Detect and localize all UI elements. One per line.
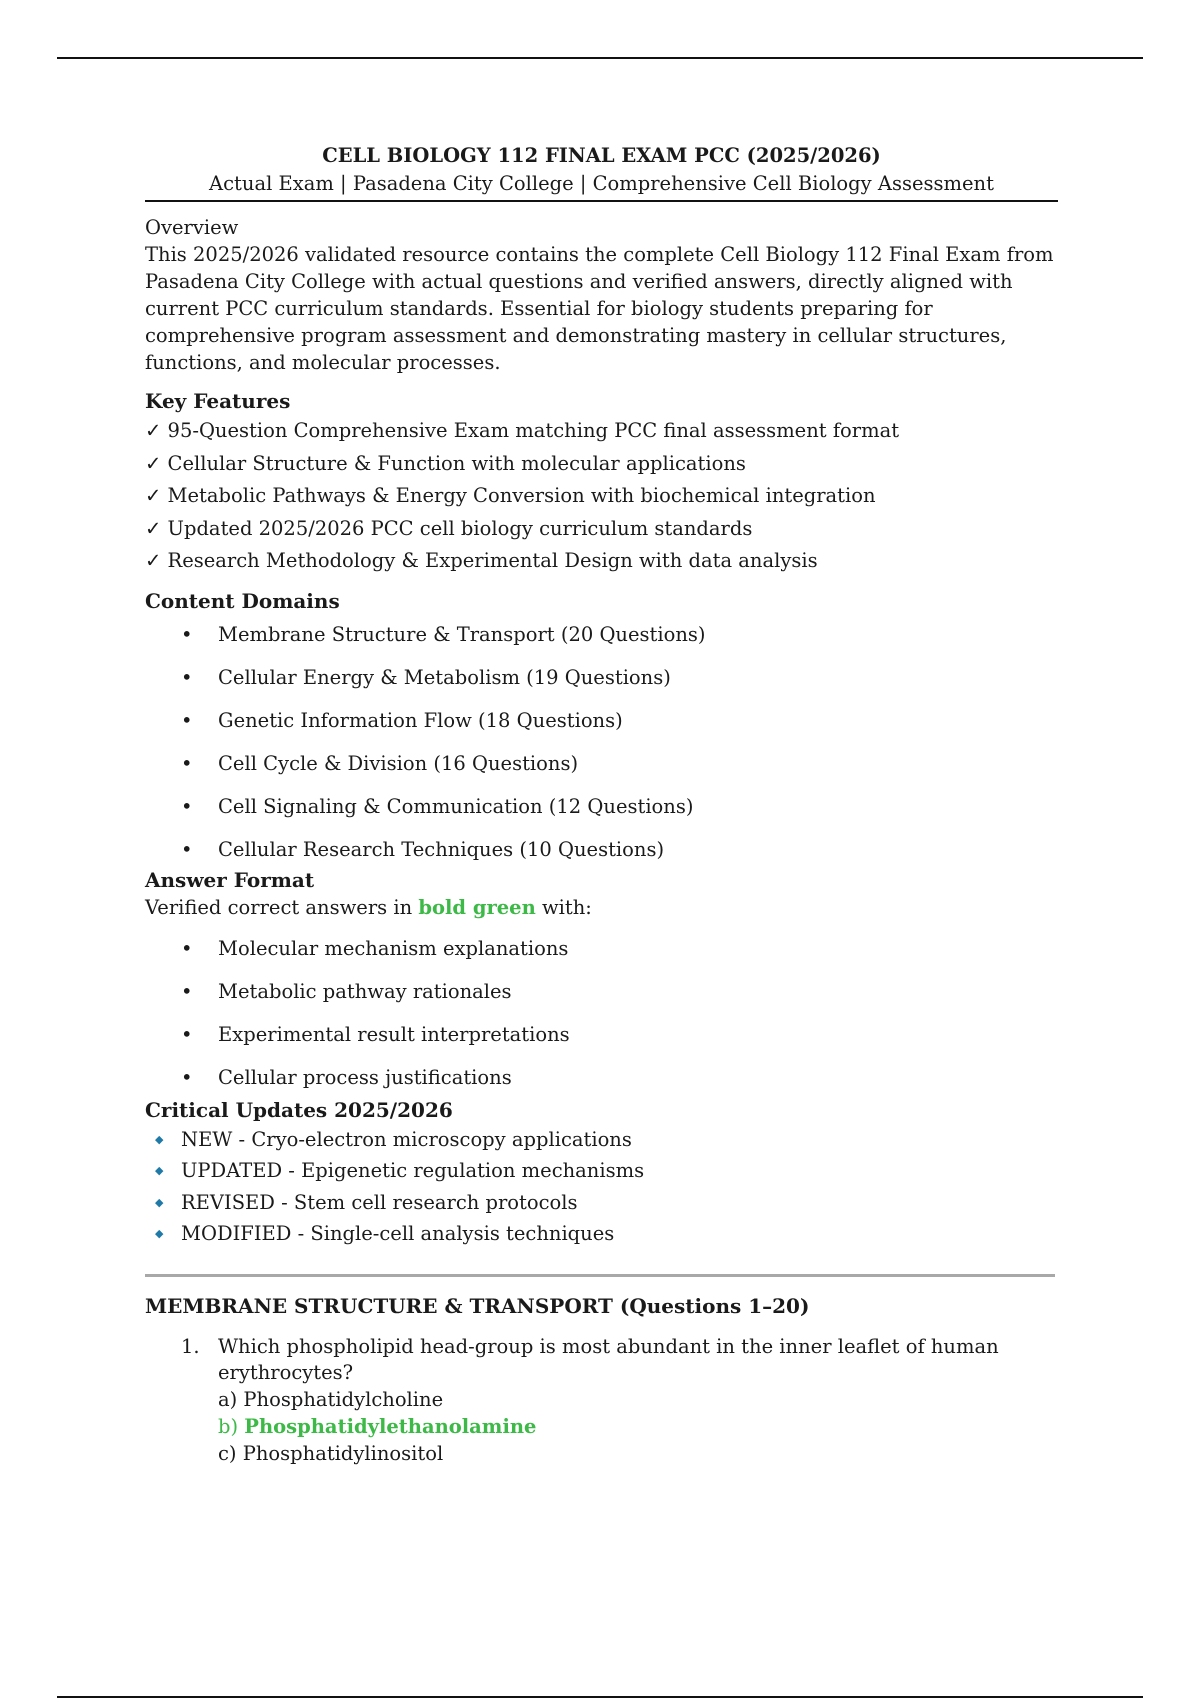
option-b-correct <box>218 1413 1058 1440</box>
content-domain-item: • Cell Cycle & Division (16 Questions) <box>145 750 1058 777</box>
document-page <box>145 142 1058 1467</box>
key-features-heading: Key Features <box>145 389 291 413</box>
answer-format-item: • Experimental result interpretations <box>145 1021 1058 1048</box>
answer-format-intro-suffix: with: <box>535 895 592 919</box>
option-a: a) Phosphatidylcholine <box>218 1387 444 1411</box>
document-subtitle: Actual Exam | Pasadena City College | Comprehensive Cell Biology Assessment <box>209 172 994 195</box>
answer-format-intro-text: Verified correct answers in <box>145 895 419 919</box>
content-domain-item: • Membrane Structure & Transport (20 Questions) <box>145 621 1058 648</box>
content-domain-item: • Cell Signaling & Communication (12 Questions) <box>145 793 1058 820</box>
content-domain-item: • Genetic Information Flow (18 Questions) <box>145 707 1058 734</box>
option-b-letter: b) <box>218 1414 245 1438</box>
answer-format-intro <box>145 894 1058 921</box>
bold-green-highlight: bold green <box>418 895 536 919</box>
key-feature-item: ✓ 95-Question Comprehensive Exam matching PCC final assessment format <box>145 419 900 442</box>
top-rule <box>57 57 1143 59</box>
critical-updates-list <box>145 1124 1058 1250</box>
key-feature-item: ✓ Research Methodology & Experimental Design with data analysis <box>145 549 818 572</box>
option-b-answer: Phosphatidylethanolamine <box>244 1414 537 1438</box>
key-feature-item: ✓ Metabolic Pathways & Energy Conversion with biochemical integration <box>145 484 876 507</box>
section-title: MEMBRANE STRUCTURE & TRANSPORT (Questions 1–20) <box>145 1293 810 1318</box>
question-text: Which phospholipid head-group is most abundant in the inner leaflet of human erythrocytes? <box>218 1334 999 1384</box>
content-domains-list <box>145 621 1058 863</box>
option-c: c) Phosphatidylinositol <box>218 1441 444 1465</box>
answer-format-list <box>145 935 1058 1091</box>
question-item <box>145 1334 1058 1467</box>
content-domain-item: • Cellular Energy & Metabolism (19 Questions) <box>145 664 1058 691</box>
critical-update-item: ◆ MODIFIED - Single-cell analysis techniques <box>145 1218 1058 1250</box>
key-feature-item: ✓ Cellular Structure & Function with molecular applications <box>145 451 746 475</box>
answer-format-item: • Molecular mechanism explanations <box>145 935 1058 962</box>
section-divider <box>145 1274 1055 1277</box>
header-divider <box>145 200 1058 202</box>
bottom-rule <box>57 1696 1143 1698</box>
answer-format-item: • Metabolic pathway rationales <box>145 978 1058 1005</box>
overview-label: Overview <box>145 216 239 239</box>
critical-updates-heading: Critical Updates 2025/2026 <box>145 1097 453 1122</box>
answer-format-item: • Cellular process justifications <box>145 1064 1058 1091</box>
content-domain-item: • Cellular Research Techniques (10 Questions) <box>145 836 1058 863</box>
critical-update-item: ◆ UPDATED - Epigenetic regulation mechanisms <box>145 1155 1058 1187</box>
content-domains-heading: Content Domains <box>145 588 340 613</box>
critical-update-item: ◆ NEW - Cryo-electron microscopy applications <box>145 1124 1058 1156</box>
document-title: CELL BIOLOGY 112 FINAL EXAM PCC (2025/2026) <box>322 144 881 167</box>
question-number: 1. <box>181 1334 200 1358</box>
key-feature-item: ✓ Updated 2025/2026 PCC cell biology curriculum standards <box>145 516 753 540</box>
answer-format-heading: Answer Format <box>145 867 315 892</box>
overview-text: This 2025/2026 validated resource contains the complete Cell Biology 112 Final Exam from Pasadena City College with actual questions and verified answers, directly aligned with current PCC curriculum standards. Essential for biology students preparing for comprehensive program assessment and demonstrating mastery in cellular structures, functions, and molecular processes. <box>145 243 1054 374</box>
key-features-list <box>145 415 1058 578</box>
critical-update-item: ◆ REVISED - Stem cell research protocols <box>145 1187 1058 1219</box>
